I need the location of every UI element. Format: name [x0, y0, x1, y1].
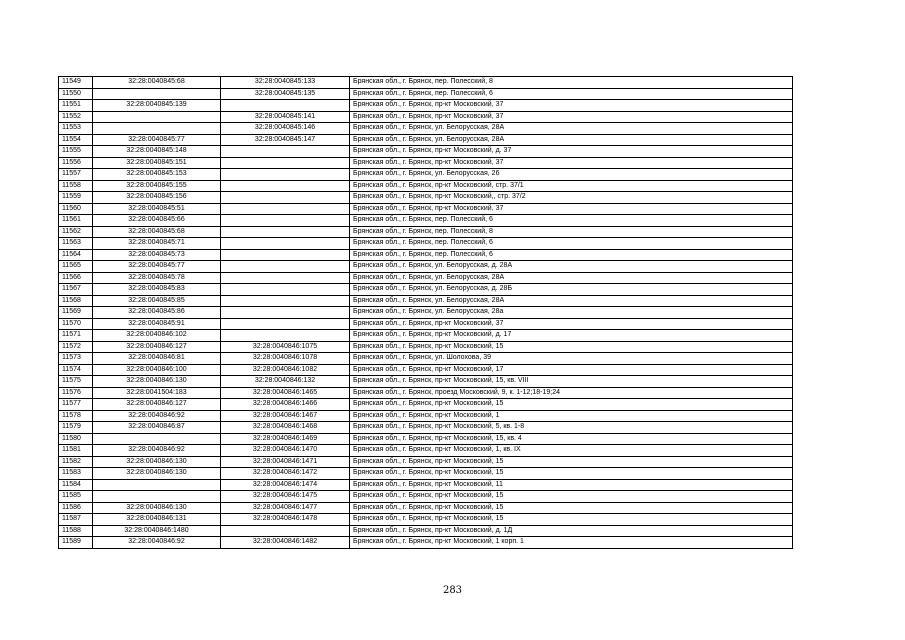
building-cadastral-number-cell: 32:28:0040846:1078 — [221, 353, 350, 365]
address-cell: Брянская обл., г. Брянск, ул. Белорусская, 28А — [350, 272, 793, 284]
table-row — [59, 295, 793, 307]
land-cadastral-number-cell: 32:28:0040845:68 — [93, 77, 221, 89]
address-cell: Брянская обл., г. Брянск, пр-кт Московский, 37 — [350, 203, 793, 215]
row-number-cell: 11574 — [59, 364, 93, 376]
land-cadastral-number-cell: 32:28:0040845:78 — [93, 272, 221, 284]
table-row — [59, 479, 793, 491]
land-cadastral-number-cell: 32:28:0040846:92 — [93, 410, 221, 422]
row-number-cell: 11583 — [59, 468, 93, 480]
building-cadastral-number-cell: 32:28:0040846:1482 — [221, 537, 350, 549]
address-cell: Брянская обл., г. Брянск, ул. Белорусская, 28А — [350, 295, 793, 307]
land-cadastral-number-cell — [93, 123, 221, 135]
building-cadastral-number-cell: 32:28:0040846:1471 — [221, 456, 350, 468]
table-row — [59, 249, 793, 261]
land-cadastral-number-cell: 32:28:0040845:86 — [93, 307, 221, 319]
building-cadastral-number-cell — [221, 295, 350, 307]
land-cadastral-number-cell: 32:28:0040846:92 — [93, 445, 221, 457]
row-number-cell: 11563 — [59, 238, 93, 250]
address-cell: Брянская обл., г. Брянск, пер. Полесский, 6 — [350, 238, 793, 250]
building-cadastral-number-cell: 32:28:0040846:1478 — [221, 514, 350, 526]
land-cadastral-number-cell: 32:28:0040846:127 — [93, 341, 221, 353]
address-cell: Брянская обл., г. Брянск, пр-кт Московский, 37 — [350, 111, 793, 123]
table-row — [59, 399, 793, 411]
row-number-cell: 11559 — [59, 192, 93, 204]
table-row — [59, 491, 793, 503]
address-cell: Брянская обл., г. Брянск, ул. Белорусская, д. 28А — [350, 261, 793, 273]
row-number-cell: 11576 — [59, 387, 93, 399]
land-cadastral-number-cell — [93, 111, 221, 123]
row-number-cell: 11580 — [59, 433, 93, 445]
land-cadastral-number-cell: 32:28:0040845:156 — [93, 192, 221, 204]
address-cell: Брянская обл., г. Брянск, пр-кт Московский, стр. 37/1 — [350, 180, 793, 192]
table-row — [59, 341, 793, 353]
land-cadastral-number-cell: 32:28:0040845:83 — [93, 284, 221, 296]
row-number-cell: 11569 — [59, 307, 93, 319]
table-row — [59, 525, 793, 537]
building-cadastral-number-cell: 32:28:0040846:1470 — [221, 445, 350, 457]
table-row — [59, 111, 793, 123]
row-number-cell: 11589 — [59, 537, 93, 549]
address-cell: Брянская обл., г. Брянск, пр-кт Московский, 1 — [350, 410, 793, 422]
building-cadastral-number-cell: 32:28:0040846:1472 — [221, 468, 350, 480]
building-cadastral-number-cell: 32:28:0040845:135 — [221, 88, 350, 100]
address-cell: Брянская обл., г. Брянск, пер. Полесский, 6 — [350, 249, 793, 261]
address-cell: Брянская обл., г. Брянск, ул. Белорусская, д. 28Б — [350, 284, 793, 296]
table-row — [59, 77, 793, 89]
land-cadastral-number-cell: 32:28:0041504:183 — [93, 387, 221, 399]
table-row — [59, 445, 793, 457]
table-row — [59, 330, 793, 342]
row-number-cell: 11568 — [59, 295, 93, 307]
land-cadastral-number-cell — [93, 479, 221, 491]
row-number-cell: 11550 — [59, 88, 93, 100]
table-row — [59, 502, 793, 514]
row-number-cell: 11557 — [59, 169, 93, 181]
land-cadastral-number-cell: 32:28:0040846:127 — [93, 399, 221, 411]
land-cadastral-number-cell — [93, 491, 221, 503]
land-cadastral-number-cell: 32:28:0040845:77 — [93, 134, 221, 146]
table-row — [59, 433, 793, 445]
address-cell: Брянская обл., г. Брянск, пр-кт Московский, д. 37 — [350, 146, 793, 158]
land-cadastral-number-cell: 32:28:0040845:77 — [93, 261, 221, 273]
building-cadastral-number-cell: 32:28:0040846:1468 — [221, 422, 350, 434]
table-row — [59, 468, 793, 480]
address-cell: Брянская обл., г. Брянск, пр-кт Московский, 15, кв. VIII — [350, 376, 793, 388]
table-row — [59, 238, 793, 250]
address-cell: Брянская обл., г. Брянск, пер. Полесский, 6 — [350, 215, 793, 227]
table-row — [59, 192, 793, 204]
row-number-cell: 11573 — [59, 353, 93, 365]
land-cadastral-number-cell: 32:28:0040846:131 — [93, 514, 221, 526]
registry-table — [58, 76, 793, 549]
address-cell: Брянская обл., г. Брянск, пр-кт Московский, 37 — [350, 318, 793, 330]
land-cadastral-number-cell: 32:28:0040846:130 — [93, 456, 221, 468]
building-cadastral-number-cell: 32:28:0040845:141 — [221, 111, 350, 123]
table-row — [59, 261, 793, 273]
address-cell: Брянская обл., г. Брянск, пр-кт Московский, 15 — [350, 468, 793, 480]
row-number-cell: 11555 — [59, 146, 93, 158]
row-number-cell: 11558 — [59, 180, 93, 192]
row-number-cell: 11587 — [59, 514, 93, 526]
address-cell: Брянская обл., г. Брянск, пр-кт Московский, 15 — [350, 456, 793, 468]
land-cadastral-number-cell: 32:28:0040845:85 — [93, 295, 221, 307]
building-cadastral-number-cell — [221, 169, 350, 181]
building-cadastral-number-cell — [221, 157, 350, 169]
building-cadastral-number-cell: 32:28:0040846:132 — [221, 376, 350, 388]
row-number-cell: 11570 — [59, 318, 93, 330]
building-cadastral-number-cell — [221, 284, 350, 296]
building-cadastral-number-cell — [221, 249, 350, 261]
address-cell: Брянская обл., г. Брянск, ул. Белорусская, 28А — [350, 134, 793, 146]
row-number-cell: 11565 — [59, 261, 93, 273]
address-cell: Брянская обл., г. Брянск, пр-кт Московский, 15 — [350, 399, 793, 411]
building-cadastral-number-cell — [221, 180, 350, 192]
land-cadastral-number-cell: 32:28:0040846:81 — [93, 353, 221, 365]
table-row — [59, 123, 793, 135]
registry-table-body — [59, 77, 793, 549]
land-cadastral-number-cell: 32:28:0040846:130 — [93, 468, 221, 480]
table-row — [59, 157, 793, 169]
building-cadastral-number-cell — [221, 203, 350, 215]
page-number: 283 — [442, 585, 463, 596]
building-cadastral-number-cell — [221, 261, 350, 273]
building-cadastral-number-cell — [221, 215, 350, 227]
address-cell: Брянская обл., г. Брянск, ул. Белорусская, 28а — [350, 307, 793, 319]
land-cadastral-number-cell: 32:28:0040846:87 — [93, 422, 221, 434]
row-number-cell: 11556 — [59, 157, 93, 169]
row-number-cell: 11554 — [59, 134, 93, 146]
table-row — [59, 272, 793, 284]
building-cadastral-number-cell — [221, 192, 350, 204]
building-cadastral-number-cell: 32:28:0040846:1477 — [221, 502, 350, 514]
table-row — [59, 318, 793, 330]
building-cadastral-number-cell — [221, 100, 350, 112]
address-cell: Брянская обл., г. Брянск, пр-кт Московский, д. 17 — [350, 330, 793, 342]
building-cadastral-number-cell: 32:28:0040845:146 — [221, 123, 350, 135]
row-number-cell: 11579 — [59, 422, 93, 434]
building-cadastral-number-cell: 32:28:0040846:1082 — [221, 364, 350, 376]
address-cell: Брянская обл., г. Брянск, пер. Полесский, 8 — [350, 226, 793, 238]
land-cadastral-number-cell: 32:28:0040845:71 — [93, 238, 221, 250]
table-row — [59, 226, 793, 238]
address-cell: Брянская обл., г. Брянск, пер. Полесский, 8 — [350, 77, 793, 89]
land-cadastral-number-cell: 32:28:0040845:68 — [93, 226, 221, 238]
land-cadastral-number-cell: 32:28:0040846:130 — [93, 376, 221, 388]
address-cell: Брянская обл., г. Брянск, ул. Шолохова, 39 — [350, 353, 793, 365]
table-row — [59, 422, 793, 434]
table-row — [59, 410, 793, 422]
table-row — [59, 146, 793, 158]
row-number-cell: 11581 — [59, 445, 93, 457]
land-cadastral-number-cell: 32:28:0040845:139 — [93, 100, 221, 112]
table-row — [59, 364, 793, 376]
building-cadastral-number-cell: 32:28:0040846:1466 — [221, 399, 350, 411]
address-cell: Брянская обл., г. Брянск, ул. Белорусская, 26 — [350, 169, 793, 181]
table-row — [59, 169, 793, 181]
table-row — [59, 203, 793, 215]
building-cadastral-number-cell: 32:28:0040846:1475 — [221, 491, 350, 503]
row-number-cell: 11571 — [59, 330, 93, 342]
land-cadastral-number-cell: 32:28:0040845:151 — [93, 157, 221, 169]
building-cadastral-number-cell — [221, 525, 350, 537]
table-row — [59, 514, 793, 526]
row-number-cell: 11588 — [59, 525, 93, 537]
land-cadastral-number-cell: 32:28:0040845:91 — [93, 318, 221, 330]
building-cadastral-number-cell — [221, 226, 350, 238]
address-cell: Брянская обл., г. Брянск, пр-кт Московский, 1 корп. 1 — [350, 537, 793, 549]
row-number-cell: 11575 — [59, 376, 93, 388]
address-cell: Брянская обл., г. Брянск, пр-кт Московский, 15 — [350, 341, 793, 353]
building-cadastral-number-cell: 32:28:0040845:133 — [221, 77, 350, 89]
row-number-cell: 11572 — [59, 341, 93, 353]
table-row — [59, 537, 793, 549]
row-number-cell: 11552 — [59, 111, 93, 123]
row-number-cell: 11567 — [59, 284, 93, 296]
land-cadastral-number-cell: 32:28:0040845:148 — [93, 146, 221, 158]
address-cell: Брянская обл., г. Брянск, пер. Полесский, 6 — [350, 88, 793, 100]
building-cadastral-number-cell — [221, 272, 350, 284]
address-cell: Брянская обл., г. Брянск, проезд Московский, 9, к. 1-12;18-19;24 — [350, 387, 793, 399]
building-cadastral-number-cell — [221, 318, 350, 330]
table-row — [59, 456, 793, 468]
building-cadastral-number-cell: 32:28:0040846:1075 — [221, 341, 350, 353]
row-number-cell: 11562 — [59, 226, 93, 238]
row-number-cell: 11551 — [59, 100, 93, 112]
address-cell: Брянская обл., г. Брянск, пр-кт Московский, 11 — [350, 479, 793, 491]
land-cadastral-number-cell: 32:28:0040845:153 — [93, 169, 221, 181]
building-cadastral-number-cell — [221, 146, 350, 158]
row-number-cell: 11585 — [59, 491, 93, 503]
address-cell: Брянская обл., г. Брянск, пр-кт Московский, 15 — [350, 502, 793, 514]
row-number-cell: 11584 — [59, 479, 93, 491]
building-cadastral-number-cell — [221, 330, 350, 342]
table-row — [59, 376, 793, 388]
row-number-cell: 11553 — [59, 123, 93, 135]
table-row — [59, 88, 793, 100]
building-cadastral-number-cell: 32:28:0040846:1469 — [221, 433, 350, 445]
table-row — [59, 387, 793, 399]
address-cell: Брянская обл., г. Брянск, ул. Белорусская, 28А — [350, 123, 793, 135]
table-row — [59, 215, 793, 227]
address-cell: Брянская обл., г. Брянск, пр-кт Московский, д. 1Д — [350, 525, 793, 537]
building-cadastral-number-cell: 32:28:0040846:1467 — [221, 410, 350, 422]
land-cadastral-number-cell: 32:28:0040846:100 — [93, 364, 221, 376]
land-cadastral-number-cell: 32:28:0040846:130 — [93, 502, 221, 514]
building-cadastral-number-cell: 32:28:0040846:1465 — [221, 387, 350, 399]
row-number-cell: 11549 — [59, 77, 93, 89]
address-cell: Брянская обл., г. Брянск, пр-кт Московский, 1, кв. IX — [350, 445, 793, 457]
land-cadastral-number-cell: 32:28:0040846:102 — [93, 330, 221, 342]
building-cadastral-number-cell — [221, 307, 350, 319]
table-row — [59, 180, 793, 192]
address-cell: Брянская обл., г. Брянск, пр-кт Московский, 37 — [350, 100, 793, 112]
address-cell: Брянская обл., г. Брянск, пр-кт Московский,, стр. 37/2 — [350, 192, 793, 204]
land-cadastral-number-cell — [93, 88, 221, 100]
address-cell: Брянская обл., г. Брянск, пр-кт Московский, 15, кв. 4 — [350, 433, 793, 445]
address-cell: Брянская обл., г. Брянск, пр-кт Московский, 17 — [350, 364, 793, 376]
row-number-cell: 11566 — [59, 272, 93, 284]
land-cadastral-number-cell: 32:28:0040845:73 — [93, 249, 221, 261]
address-cell: Брянская обл., г. Брянск, пр-кт Московский, 15 — [350, 514, 793, 526]
row-number-cell: 11586 — [59, 502, 93, 514]
land-cadastral-number-cell: 32:28:0040845:155 — [93, 180, 221, 192]
table-row — [59, 100, 793, 112]
land-cadastral-number-cell: 32:28:0040845:51 — [93, 203, 221, 215]
table-row — [59, 353, 793, 365]
table-row — [59, 307, 793, 319]
row-number-cell: 11560 — [59, 203, 93, 215]
address-cell: Брянская обл., г. Брянск, пр-кт Московский, 15 — [350, 491, 793, 503]
row-number-cell: 11564 — [59, 249, 93, 261]
building-cadastral-number-cell — [221, 238, 350, 250]
row-number-cell: 11582 — [59, 456, 93, 468]
address-cell: Брянская обл., г. Брянск, пр-кт Московский, 37 — [350, 157, 793, 169]
land-cadastral-number-cell: 32:28:0040846:92 — [93, 537, 221, 549]
table-row — [59, 134, 793, 146]
land-cadastral-number-cell: 32:28:0040846:1480 — [93, 525, 221, 537]
table-row — [59, 284, 793, 296]
land-cadastral-number-cell — [93, 433, 221, 445]
building-cadastral-number-cell: 32:28:0040845:147 — [221, 134, 350, 146]
row-number-cell: 11561 — [59, 215, 93, 227]
address-cell: Брянская обл., г. Брянск, пр-кт Московский, 5, кв. 1-8 — [350, 422, 793, 434]
row-number-cell: 11578 — [59, 410, 93, 422]
row-number-cell: 11577 — [59, 399, 93, 411]
building-cadastral-number-cell: 32:28:0040846:1474 — [221, 479, 350, 491]
land-cadastral-number-cell: 32:28:0040845:66 — [93, 215, 221, 227]
